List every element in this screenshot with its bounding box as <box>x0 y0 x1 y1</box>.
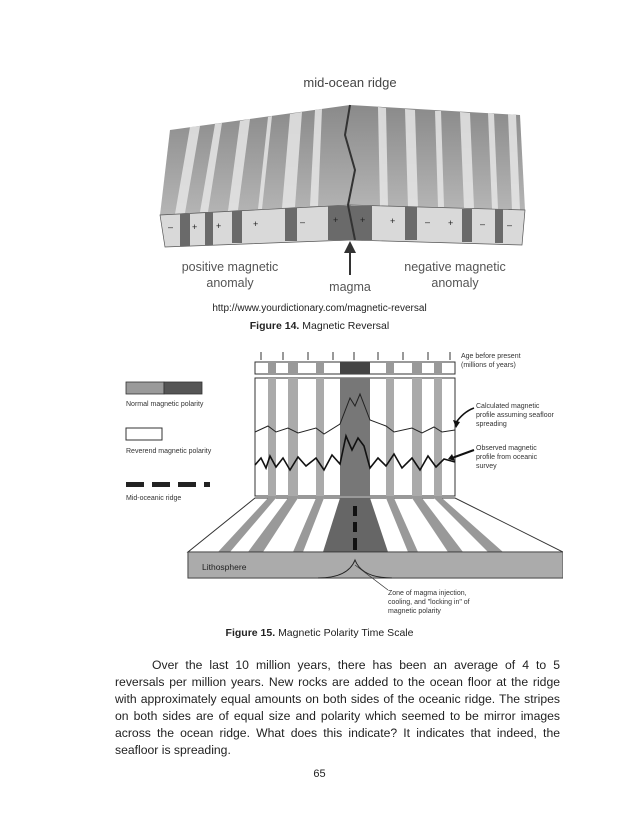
svg-text:+: + <box>360 215 366 225</box>
label-negative-2: anomaly <box>431 276 479 290</box>
svg-text:+: + <box>192 222 198 232</box>
label-zone-2: cooling, and "locking in" of <box>388 599 470 606</box>
label-calc-3: spreading <box>476 421 507 428</box>
page-number: 65 <box>313 768 326 780</box>
label-obs-3: survey <box>476 463 497 470</box>
ridge-dashes <box>353 506 357 550</box>
figure-14-caption <box>0 320 639 332</box>
legend-reversed-label: Reverend magnetic polarity <box>126 448 212 455</box>
legend-ridge-swatch <box>126 482 210 487</box>
legend-normal-swatch-a <box>126 382 164 394</box>
label-age-1: Age before present <box>461 353 521 360</box>
label-age-2: (millions of years) <box>461 362 516 369</box>
label-mid-ocean-ridge: mid-ocean ridge <box>303 75 397 90</box>
svg-text:–: – <box>507 220 513 230</box>
svg-text:–: – <box>168 222 174 232</box>
legend-normal-swatch-b <box>164 382 202 394</box>
label-negative-1: negative magnetic <box>404 260 506 274</box>
legend-reversed-swatch <box>126 428 162 440</box>
figure-14-source-url: http://www.yourdictionary.com/magnetic-reversal <box>212 303 427 314</box>
body-paragraph: Over the last 10 million years, there has been an average of 4 to 5 reversals per million years. New rocks are added to the ocean floor at the ridge with approximately equal amounts on both sides of the oceanic ridge. The stripes on both sides are of equal size and polarity which seemed to be mirror images across the ocean ridge. What does this indicate? It indicates that indeed, the seafloor is spreading. <box>115 658 560 757</box>
label-zone-1: Zone of magma injection, <box>388 590 467 597</box>
age-ticks <box>261 352 450 360</box>
legend-normal-label: Normal magnetic polarity <box>126 401 204 408</box>
label-obs-2: profile from oceanic <box>476 454 538 461</box>
figure-14-magnetic-reversal <box>150 75 530 300</box>
legend-ridge-label: Mid-oceanic ridge <box>126 495 182 502</box>
label-calc-2: profile assuming seafloor <box>476 412 554 419</box>
label-obs-1: Observed magnetic <box>476 445 537 452</box>
svg-text:–: – <box>300 217 306 227</box>
label-positive-1: positive magnetic <box>181 260 279 274</box>
svg-text:+: + <box>253 219 259 229</box>
figure-14-caption-label: Figure 14. <box>249 320 300 332</box>
svg-text:+: + <box>333 215 339 225</box>
figure-14-caption-text: Magnetic Reversal <box>302 320 390 332</box>
figure-15-polarity-time-scale <box>118 340 563 630</box>
label-magma: magma <box>329 280 371 294</box>
svg-text:–: – <box>425 217 431 227</box>
svg-text:+: + <box>216 221 222 231</box>
label-positive-2: anomaly <box>206 276 254 290</box>
label-lithosphere: Lithosphere <box>202 562 247 572</box>
figure-15-caption-text: Magnetic Polarity Time Scale <box>278 627 414 639</box>
figure-15-caption <box>0 627 639 639</box>
figure-15-caption-label: Figure 15. <box>225 627 276 639</box>
svg-text:+: + <box>448 218 454 228</box>
label-calc-1: Calculated magnetic <box>476 403 540 410</box>
svg-text:–: – <box>480 219 486 229</box>
label-zone-3: magnetic polarity <box>388 608 441 615</box>
svg-text:+: + <box>390 216 396 226</box>
